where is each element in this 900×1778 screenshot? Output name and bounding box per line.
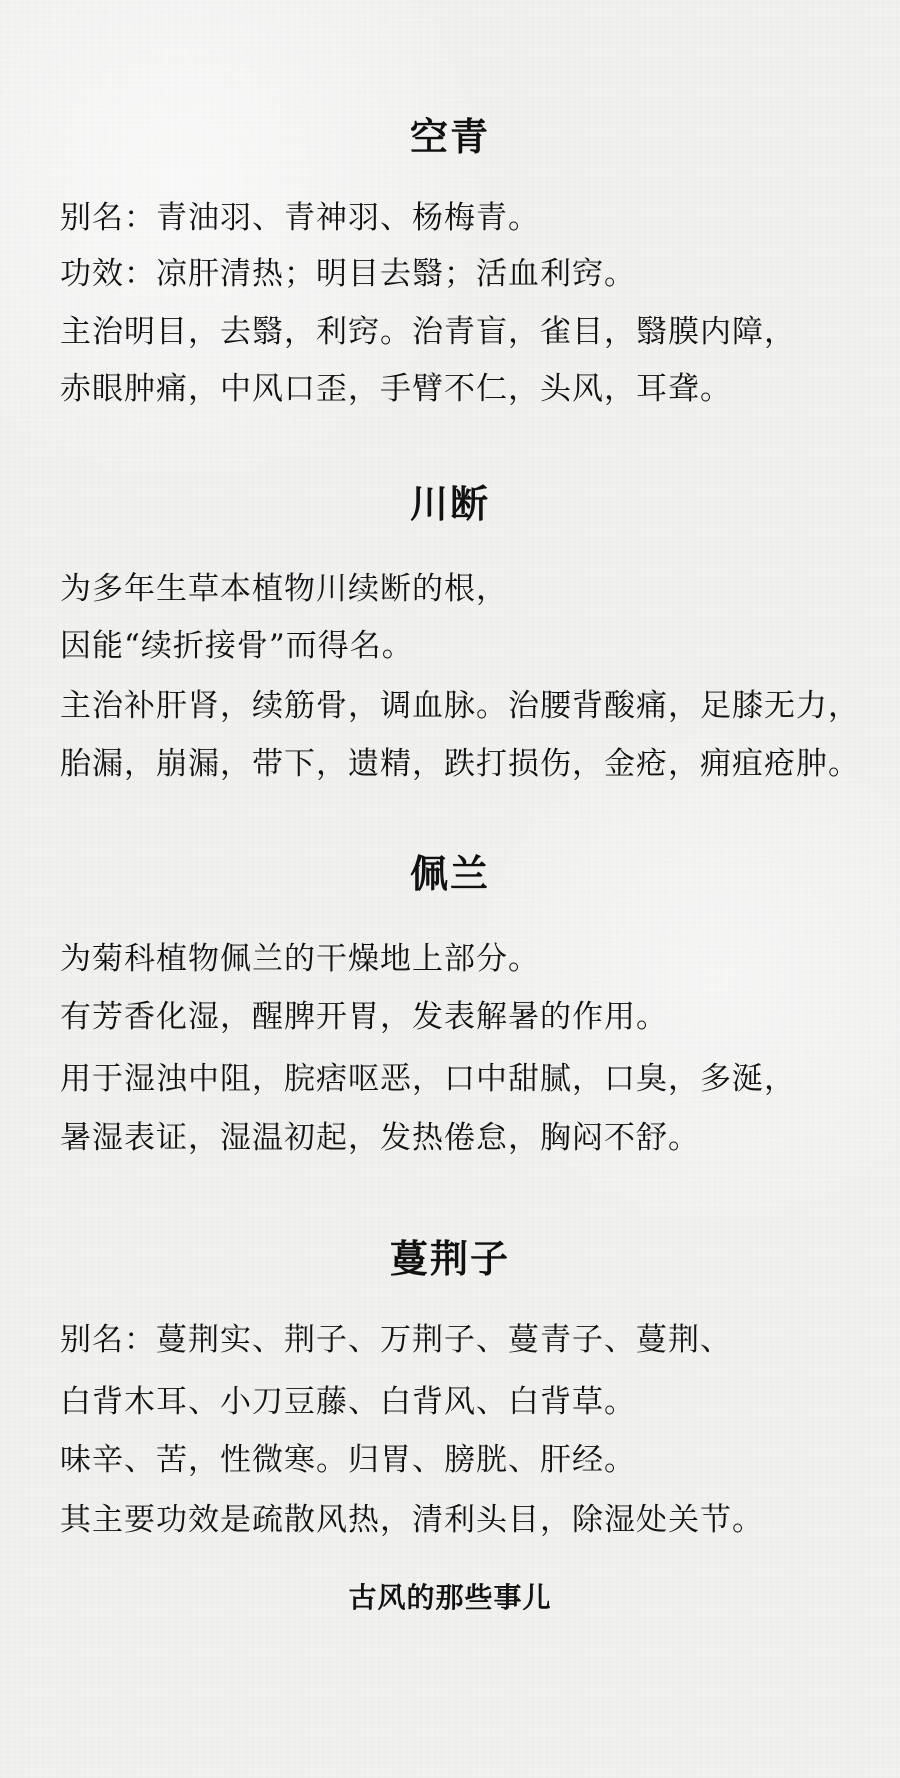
footer-signature: 古风的那些事儿 <box>348 1581 552 1614</box>
section-line: 主治明目，去翳，利窍。治青盲，雀目，翳膜内障， <box>60 314 796 350</box>
section-line: 胎漏，崩漏，带下，遗精，跌打损伤，金疮，痈疽疮肿。 <box>60 746 860 782</box>
section-line: 用于湿浊中阻，脘痞呕恶，口中甜腻，口臭，多涎， <box>60 1061 796 1097</box>
section-line: 为多年生草本植物川续断的根， <box>60 571 508 607</box>
section-line: 因能“续折接骨”而得名。 <box>60 628 414 664</box>
section-line: 别名：蔓荆实、荆子、万荆子、蔓青子、蔓荆、 <box>60 1322 732 1358</box>
section-title: 蔓荆子 <box>389 1236 510 1281</box>
section-line: 为菊科植物佩兰的干燥地上部分。 <box>60 941 540 977</box>
section-title: 佩兰 <box>409 851 490 896</box>
section-line: 味辛、苦，性微寒。归胃、膀胱、肝经。 <box>60 1442 636 1478</box>
section-line: 暑湿表证，湿温初起，发热倦怠，胸闷不舒。 <box>60 1120 700 1156</box>
section-title: 川断 <box>409 481 490 526</box>
section-line: 赤眼肿痛，中风口歪，手臂不仁，头风，耳聋。 <box>60 371 732 407</box>
section-line: 有芳香化湿，醒脾开胃，发表解暑的作用。 <box>60 999 668 1035</box>
section-line: 功效：凉肝清热；明目去翳；活血利窍。 <box>60 256 636 292</box>
section-line: 白背木耳、小刀豆藤、白背风、白背草。 <box>60 1384 636 1420</box>
section-line: 别名：青油羽、青神羽、杨梅青。 <box>60 200 540 236</box>
section-line: 其主要功效是疏散风热，清利头目，除湿处关节。 <box>60 1502 764 1538</box>
section-title: 空青 <box>409 114 490 159</box>
section-line: 主治补肝肾，续筋骨，调血脉。治腰背酸痛，足膝无力， <box>60 688 860 724</box>
